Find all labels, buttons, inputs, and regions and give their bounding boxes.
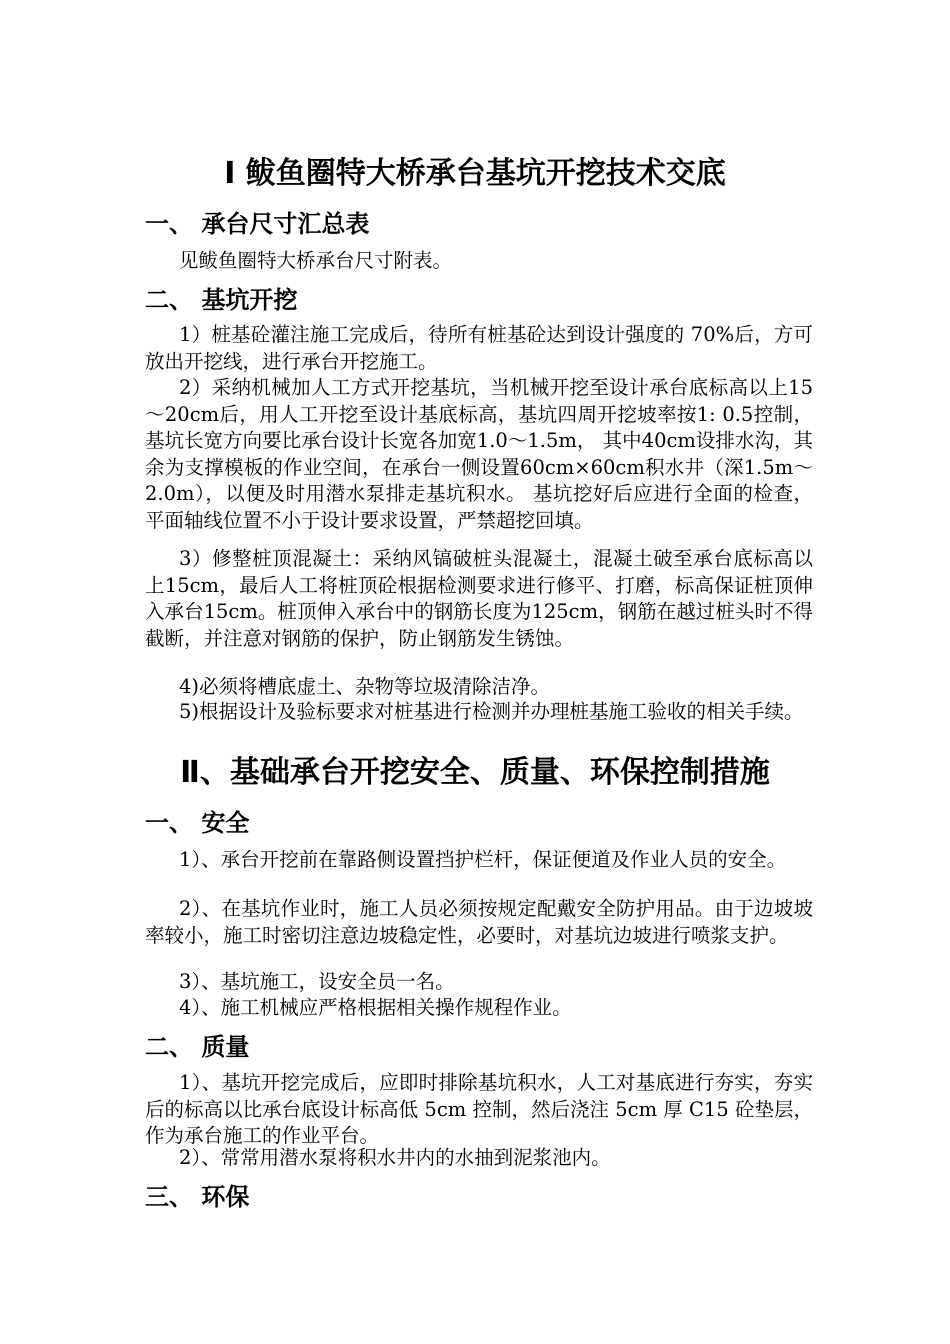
paragraph: 3）修整桩顶混凝土：采纳风镐破桩头混凝土，混凝土破至承台底标高以上15cm，最后人工将桩顶砼根据检测要求进行修平、打磨，标高保证桩顶伸入承台15cm。桩顶伸入承台中的钢筋长度为125cm，钢筋在越过桩头时不得截断，并注意对钢筋的保护，防止钢筋发生锈蚀。 <box>145 547 813 650</box>
section-heading-dimensions: 一、 承台尺寸汇总表 <box>145 210 370 238</box>
paragraph: 见鲅鱼圈特大桥承台尺寸附表。 <box>179 249 453 272</box>
paragraph: 1）、基坑开挖完成后，应即时排除基坑积水，人工对基底进行夯实，夯实后的标高以比承台底设计标高低 5cm 控制，然后浇注 5cm 厚 C15 砼垫层，作为承台施工的作业平台。 <box>145 1071 813 1147</box>
section-heading-quality: 二、 质量 <box>145 1033 250 1061</box>
paragraph: 2）、在基坑作业时，施工人员必须按规定配戴安全防护用品。由于边坡坡率较小，施工时密切注意边坡稳定性，必要时，对基坑边坡进行喷浆支护。 <box>145 897 813 947</box>
paragraph: 1）桩基砼灌注施工完成后，待所有桩基砼达到设计强度的 70%后，方可放出开挖线，进行承台开挖施工。 <box>145 323 813 373</box>
section-heading-excavation: 二、 基坑开挖 <box>145 286 298 314</box>
paragraph: 4)必须将槽底虚土、杂物等垃圾清除洁净。 <box>179 675 551 698</box>
section-heading-safety: 一、 安全 <box>145 809 250 837</box>
paragraph: 2）、常常用潜水泵将积水井内的水抽到泥浆池内。 <box>179 1146 611 1169</box>
section-heading-environment: 三、 环保 <box>145 1183 250 1211</box>
paragraph: 3）、基坑施工，设安全员一名。 <box>179 970 455 993</box>
paragraph: 5)根据设计及验标要求对桩基进行检测并办理桩基施工验收的相关手续。 <box>179 700 804 723</box>
document-title: Ⅰ 鲅鱼圈特大桥承台基坑开挖技术交底 <box>224 156 726 191</box>
paragraph: 2）采纳机械加人工方式开挖基坑，当机械开挖至设计承台底标高以上15～20cm后，用人工开挖至设计基底标高，基坑四周开挖坡率按1: 0.5控制，基坑长宽方向要比承台设计长宽各加宽1.0～1.5m， 其中40cm设排水沟，其余为支撑模板的作业空间，在承台一侧设置60cm×60cm积水井（深1.5m～2.0m），以便及时用潜水泵排走基坑积水。 基坑挖好后应进行全面的检查，平面轴线位置不小于设计要求设置，严禁超挖回填。 <box>145 376 813 532</box>
section-title-2: Ⅱ、基础承台开挖安全、质量、环保控制措施 <box>180 755 770 790</box>
paragraph: 1）、承台开挖前在靠路侧设置挡护栏杆，保证便道及作业人员的安全。 <box>179 848 787 871</box>
paragraph: 4）、施工机械应严格根据相关操作规程作业。 <box>179 996 572 1019</box>
